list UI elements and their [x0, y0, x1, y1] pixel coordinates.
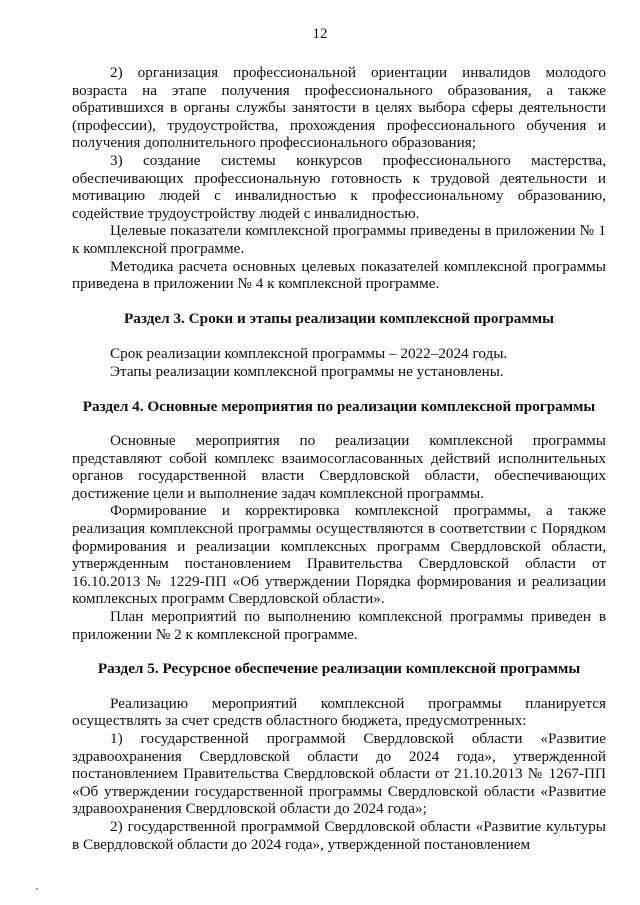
- scan-speck: [36, 888, 38, 890]
- paragraph-program-term: Срок реализации комплексной программы – 2022–2024 годы.: [110, 345, 508, 363]
- paragraph-career-guidance: 2) организация профессиональной ориентации инвалидов молодого возраста на этапе получения профессионального образования, а также обратившихся в органы службы занятости в целях выбора сферы деятельности (профессии), трудоустройства, прохождения профессионального обучения и получения дополнительного профессионального образования;: [72, 64, 606, 152]
- paragraph-target-indicators: Целевые показатели комплексной программы приведены в приложении № 1 к комплексной программе.: [72, 222, 606, 257]
- section-3-heading: Раздел 3. Сроки и этапы реализации комплексной программы: [124, 309, 554, 327]
- paragraph-main-activities: Основные мероприятия по реализации комплексной программы представляют собой комплекс взаимосогласованных действий исполнительных органов государственной власти Свердловской области, обеспечивающих достижение цели и выполнение задач комплексной программы.: [72, 432, 606, 502]
- paragraph-culture-program: 2) государственной программой Свердловской области «Развитие культуры в Свердловской области до 2024 года», утвержденной постановлением: [72, 817, 606, 853]
- paragraph-skills-contests: 3) создание системы конкурсов профессионального мастерства, обеспечивающих профессиональную готовность к трудовой деятельности и мотивацию людей с инвалидностью к профессиональному образованию, содействие трудоустройству людей с инвалидностью.: [72, 151, 606, 222]
- document-body: [72, 64, 606, 853]
- section-4-heading: Раздел 4. Основные мероприятия по реализации комплексной программы: [82, 397, 596, 415]
- paragraph-methodology: Методика расчета основных целевых показателей комплексной программы приведена в приложении № 4 к комплексной программе.: [72, 257, 606, 293]
- paragraph-healthcare-program: 1) государственной программой Свердловской области «Развитие здравоохранения Свердловской области до 2024 года», утвержденной постановлением Правительства Свердловской области от 21.10.2013 № 1267-ПП «Об утверждении государственной программы Свердловской области «Развитие здравоохранения Свердловской области до 2024 года»;: [72, 730, 606, 818]
- paragraph-program-stages: Этапы реализации комплексной программы не установлены.: [110, 362, 504, 380]
- paragraph-activity-plan: План мероприятий по выполнению комплексной программы приведен в приложении № 2 к комплексной программе.: [72, 608, 606, 643]
- page-number: 12: [312, 26, 328, 42]
- section-5-heading: Раздел 5. Ресурсное обеспечение реализации комплексной программы: [97, 660, 581, 678]
- paragraph-formation-procedure: Формирование и корректировка комплексной программы, а также реализация комплексной программы осуществляются в соответствии с Порядком формирования и реализации комплексных программ Свердловской области, утвержденным постановлением Правительства Свердловской области от 16.10.2013 № 1229-ПП «Об утверждении Порядка формирования и реализации комплексных программ Свердловской области».: [72, 502, 606, 608]
- paragraph-funding-sources: Реализацию мероприятий комплексной программы планируется осуществлять за счет средств областного бюджета, предусмотренных:: [72, 694, 606, 730]
